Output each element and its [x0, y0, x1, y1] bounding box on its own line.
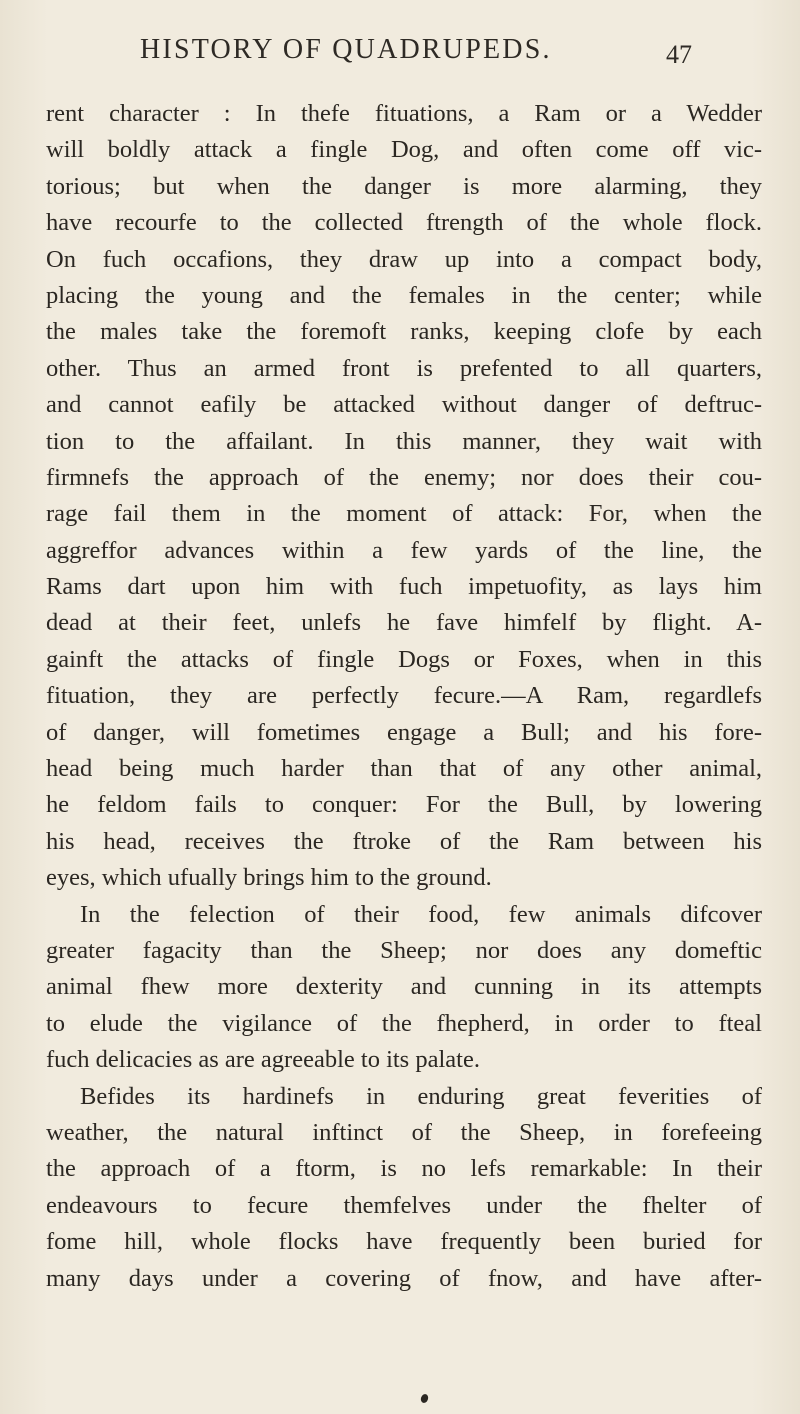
text-line: fituation, they are perfectly fecure.—A Ram, regardlefs: [46, 682, 762, 710]
text-line: gainft the attacks of fingle Dogs or Foxes, when in this: [46, 645, 762, 673]
text-line: torious; but when the danger is more alarming, they: [46, 172, 762, 200]
text-line: many days under a covering of fnow, and have after-: [46, 1264, 762, 1292]
text-line: fuch delicacies as are agreeable to its palate.: [46, 1046, 480, 1074]
text-line: animal fhew more dexterity and cunning in its attempts: [46, 973, 762, 1001]
running-head-title: HISTORY OF QUADRUPEDS.: [140, 34, 552, 65]
text-line: to elude the vigilance of the fhepherd, in order to fteal: [46, 1009, 762, 1037]
text-line: endeavours to fecure themfelves under the fhelter of: [46, 1191, 762, 1219]
text-line: aggreffor advances within a few yards of the line, the: [46, 536, 762, 564]
text-line: other. Thus an armed front is prefented to all quarters,: [46, 354, 762, 382]
text-line: will boldly attack a fingle Dog, and often come off vic-: [46, 136, 762, 164]
paragraph: [46, 1079, 762, 1297]
text-line: and cannot eafily be attacked without danger of deftruc-: [46, 391, 762, 419]
text-line: have recourfe to the collected ftrength of the whole flock.: [46, 209, 762, 237]
text-line: rent character : In thefe fituations, a Ram or a Wedder: [46, 100, 762, 127]
text-line: head being much harder than that of any other animal,: [46, 755, 762, 783]
text-line: In the felection of their food, few animals difcover: [80, 900, 762, 928]
running-head: [140, 28, 700, 70]
text-line: Befides its hardinefs in enduring great feverities of: [80, 1082, 762, 1110]
text-line: the approach of a ftorm, is no lefs remarkable: In their: [46, 1155, 762, 1183]
ink-spot: [420, 1393, 430, 1404]
text-line: fome hill, whole flocks have frequently been buried for: [46, 1228, 762, 1256]
text-line: his head, receives the ftroke of the Ram between his: [46, 827, 762, 855]
text-line: he feldom fails to conquer: For the Bull, by lowering: [46, 791, 762, 819]
text-line: On fuch occafions, they draw up into a compact body,: [46, 245, 762, 273]
paragraph: [46, 897, 762, 1079]
text-line: dead at their feet, unlefs he fave himfelf by flight. A-: [46, 609, 762, 637]
text-line: placing the young and the females in the center; while: [46, 281, 762, 309]
text-line: the males take the foremoft ranks, keeping clofe by each: [46, 318, 762, 346]
body-text: [46, 96, 762, 1297]
text-line: Rams dart upon him with fuch impetuofity, as lays him: [46, 573, 762, 601]
page-number: 47: [666, 40, 692, 69]
text-line: firmnefs the approach of the enemy; nor does their cou-: [46, 463, 762, 491]
paragraph: [46, 96, 762, 897]
text-line: rage fail them in the moment of attack: For, when the: [46, 500, 762, 528]
text-line: weather, the natural inftinct of the Sheep, in forefeeing: [46, 1118, 762, 1146]
text-line: tion to the affailant. In this manner, they wait with: [46, 427, 762, 455]
text-line: greater fagacity than the Sheep; nor does any domeftic: [46, 936, 762, 964]
text-line: eyes, which ufually brings him to the ground.: [46, 864, 492, 892]
text-line: of danger, will fometimes engage a Bull; and his fore-: [46, 718, 762, 746]
